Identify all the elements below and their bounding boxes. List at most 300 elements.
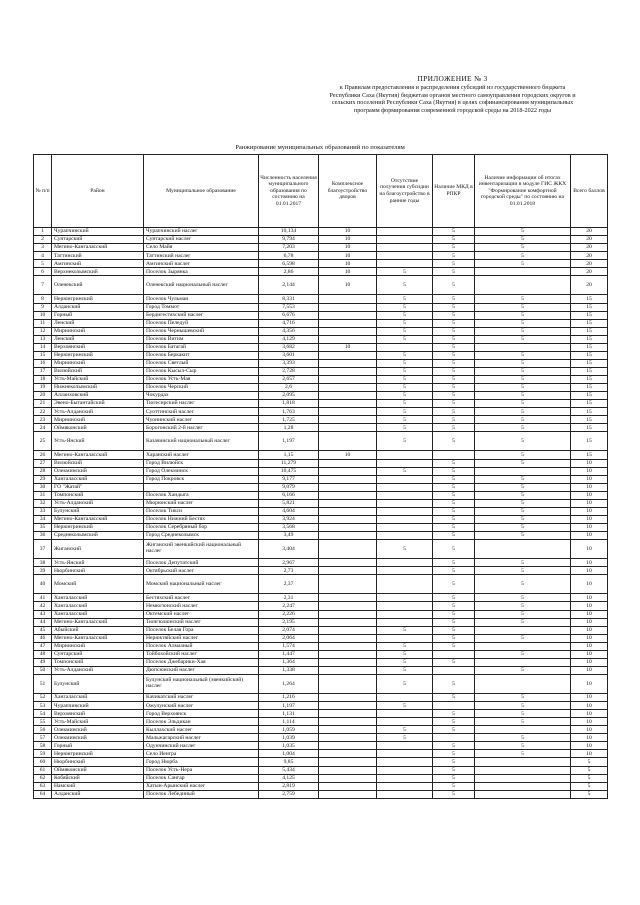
cell-population: 2,074 xyxy=(259,626,319,634)
cell-population: 2,657 xyxy=(259,375,319,383)
cell-district: Олекминский xyxy=(52,734,144,742)
cell-total: 15 xyxy=(571,400,608,408)
cell-population: 5,821 xyxy=(259,499,319,507)
cell-number: 52 xyxy=(34,694,52,702)
cell-no-subsidy xyxy=(377,766,433,774)
cell-number: 19 xyxy=(34,383,52,391)
table-title: Ранжирование муниципальных образований по показателям xyxy=(235,144,405,151)
cell-no-subsidy xyxy=(377,790,433,798)
cell-no-subsidy xyxy=(377,575,433,594)
cell-mkd: 5 xyxy=(433,276,475,295)
table-row xyxy=(34,359,608,367)
cell-population: 7,203 xyxy=(259,244,319,252)
col-header-gis: Наличие информации об итогах инвентаризации в модуле ГИС ЖКХ "Формирование комфортной городской среды" по состоянию на 01.01.2018 xyxy=(475,155,571,228)
cell-gis xyxy=(475,276,571,295)
cell-yards: 10 xyxy=(319,236,377,244)
cell-municipality: Поселок Чернышевский xyxy=(144,327,259,335)
cell-no-subsidy: 5 xyxy=(377,367,433,375)
table-row xyxy=(34,650,608,658)
cell-district: Нерюнгринский xyxy=(52,750,144,758)
cell-number: 27 xyxy=(34,459,52,467)
cell-district: Мегино-Кангаласский xyxy=(52,515,144,523)
table-row xyxy=(34,539,608,558)
cell-number: 43 xyxy=(34,610,52,618)
cell-number: 64 xyxy=(34,790,52,798)
cell-mkd: 5 xyxy=(433,782,475,790)
cell-district: Мирнинский xyxy=(52,642,144,650)
cell-gis: 5 xyxy=(475,295,571,303)
cell-gis xyxy=(475,782,571,790)
cell-number: 20 xyxy=(34,392,52,400)
table-row xyxy=(34,702,608,710)
cell-district: Алданский xyxy=(52,790,144,798)
table-row xyxy=(34,610,608,618)
cell-no-subsidy xyxy=(377,559,433,567)
cell-total: 10 xyxy=(571,658,608,666)
cell-district: Жиганский xyxy=(52,539,144,558)
cell-population: 1,15 xyxy=(259,451,319,459)
cell-no-subsidy xyxy=(377,718,433,726)
cell-yards xyxy=(319,523,377,531)
cell-number: 4 xyxy=(34,252,52,260)
cell-gis: 5 xyxy=(475,451,571,459)
cell-mkd: 5 xyxy=(433,567,475,575)
cell-population: 1,216 xyxy=(259,694,319,702)
cell-mkd: 5 xyxy=(433,467,475,475)
cell-yards xyxy=(319,602,377,610)
cell-yards xyxy=(319,515,377,523)
table-row xyxy=(34,758,608,766)
table-row xyxy=(34,559,608,567)
cell-population: 2,064 xyxy=(259,634,319,642)
cell-municipality: Село Иенгра xyxy=(144,750,259,758)
cell-population: 5,434 xyxy=(259,766,319,774)
cell-total: 10 xyxy=(571,702,608,710)
cell-yards xyxy=(319,475,377,483)
cell-mkd: 5 xyxy=(433,268,475,276)
cell-yards xyxy=(319,559,377,567)
cell-yards xyxy=(319,575,377,594)
table-row xyxy=(34,424,608,432)
table-row xyxy=(34,734,608,742)
cell-district: Мегино-Кангаласский xyxy=(52,451,144,459)
table-row xyxy=(34,658,608,666)
cell-total: 10 xyxy=(571,499,608,507)
cell-mkd: 5 xyxy=(433,559,475,567)
cell-district: ГО "Жатай" xyxy=(52,483,144,491)
cell-yards xyxy=(319,726,377,734)
cell-gis: 5 xyxy=(475,475,571,483)
cell-yards xyxy=(319,758,377,766)
cell-district: Усть-Алданский xyxy=(52,666,144,674)
cell-no-subsidy xyxy=(377,491,433,499)
cell-gis xyxy=(475,658,571,666)
cell-no-subsidy: 5 xyxy=(377,650,433,658)
cell-municipality: Октемский наслег xyxy=(144,610,259,618)
cell-number: 17 xyxy=(34,367,52,375)
cell-district: Сунтарский xyxy=(52,650,144,658)
cell-total: 10 xyxy=(571,674,608,693)
cell-municipality: Ожулунский наслег xyxy=(144,702,259,710)
cell-no-subsidy: 5 xyxy=(377,311,433,319)
annex-title: ПРИЛОЖЕНИЕ № 3 xyxy=(417,74,488,83)
cell-no-subsidy: 5 xyxy=(377,335,433,343)
cell-no-subsidy: 5 xyxy=(377,666,433,674)
table-row xyxy=(34,351,608,359)
cell-number: 26 xyxy=(34,451,52,459)
cell-mkd xyxy=(433,666,475,674)
table-row xyxy=(34,268,608,276)
cell-municipality: Город Нюрба xyxy=(144,758,259,766)
table-row xyxy=(34,467,608,475)
cell-no-subsidy: 5 xyxy=(377,674,433,693)
cell-number: 46 xyxy=(34,634,52,642)
cell-district: Вилюйский xyxy=(52,459,144,467)
cell-population: 2,759 xyxy=(259,790,319,798)
table-row xyxy=(34,319,608,327)
cell-gis: 5 xyxy=(475,351,571,359)
cell-gis: 5 xyxy=(475,400,571,408)
table-row xyxy=(34,710,608,718)
cell-total: 15 xyxy=(571,295,608,303)
cell-municipality: Бердигестяхский наслег xyxy=(144,311,259,319)
cell-mkd: 5 xyxy=(433,260,475,268)
cell-number: 45 xyxy=(34,626,52,634)
cell-district: Алданский xyxy=(52,303,144,311)
cell-total: 10 xyxy=(571,642,608,650)
cell-municipality: Сунтарский наслег xyxy=(144,236,259,244)
cell-district: Чурапчинский xyxy=(52,702,144,710)
cell-population: 1,28 xyxy=(259,424,319,432)
cell-no-subsidy xyxy=(377,515,433,523)
cell-district: Верхнеколымский xyxy=(52,268,144,276)
cell-no-subsidy xyxy=(377,531,433,539)
cell-district: Олекминский xyxy=(52,467,144,475)
cell-mkd: 5 xyxy=(433,774,475,782)
cell-municipality: Оленекский национальный наслег xyxy=(144,276,259,295)
cell-district: Нерюнгринский xyxy=(52,351,144,359)
cell-municipality: Жиганский эвенкийский национальный наслег xyxy=(144,539,259,558)
cell-population: 3,49 xyxy=(259,531,319,539)
cell-no-subsidy xyxy=(377,710,433,718)
cell-total: 10 xyxy=(571,650,608,658)
cell-yards xyxy=(319,782,377,790)
cell-district: Усть-Майский xyxy=(52,718,144,726)
cell-number: 31 xyxy=(34,491,52,499)
table-row xyxy=(34,408,608,416)
cell-number: 42 xyxy=(34,602,52,610)
cell-district: Хангаласский xyxy=(52,594,144,602)
cell-population: 2,6 xyxy=(259,383,319,391)
cell-population: 1,039 xyxy=(259,734,319,742)
cell-yards xyxy=(319,507,377,515)
cell-no-subsidy xyxy=(377,610,433,618)
cell-yards xyxy=(319,531,377,539)
cell-municipality: Тюгесирский наслег xyxy=(144,400,259,408)
cell-total: 10 xyxy=(571,559,608,567)
cell-gis: 5 xyxy=(475,359,571,367)
cell-municipality: Поселок Пеледуй xyxy=(144,319,259,327)
cell-no-subsidy xyxy=(377,228,433,236)
cell-no-subsidy: 5 xyxy=(377,276,433,295)
table-row xyxy=(34,742,608,750)
cell-total: 10 xyxy=(571,726,608,734)
cell-district: Усть-Янский xyxy=(52,559,144,567)
cell-total: 15 xyxy=(571,432,608,451)
cell-number: 53 xyxy=(34,702,52,710)
cell-number: 9 xyxy=(34,303,52,311)
cell-number: 25 xyxy=(34,432,52,451)
cell-mkd: 5 xyxy=(433,392,475,400)
cell-municipality: Поселок Лебединый xyxy=(144,790,259,798)
cell-gis xyxy=(475,766,571,774)
cell-no-subsidy: 5 xyxy=(377,424,433,432)
cell-district: Мегино-Кангаласский xyxy=(52,634,144,642)
cell-population: 9,177 xyxy=(259,475,319,483)
cell-mkd: 5 xyxy=(433,236,475,244)
table-row xyxy=(34,523,608,531)
cell-total: 20 xyxy=(571,244,608,252)
cell-population: 1,264 xyxy=(259,674,319,693)
cell-yards xyxy=(319,424,377,432)
cell-mkd: 5 xyxy=(433,750,475,758)
cell-mkd: 5 xyxy=(433,416,475,424)
cell-number: 21 xyxy=(34,400,52,408)
cell-yards xyxy=(319,408,377,416)
table-row xyxy=(34,575,608,594)
cell-gis: 5 xyxy=(475,750,571,758)
cell-gis: 5 xyxy=(475,531,571,539)
cell-yards xyxy=(319,790,377,798)
cell-yards xyxy=(319,734,377,742)
cell-mkd: 5 xyxy=(433,523,475,531)
table-row xyxy=(34,303,608,311)
cell-no-subsidy xyxy=(377,236,433,244)
cell-gis: 5 xyxy=(475,244,571,252)
cell-municipality: Нерюктяйский наслег xyxy=(144,634,259,642)
cell-number: 54 xyxy=(34,710,52,718)
cell-number: 59 xyxy=(34,750,52,758)
cell-yards xyxy=(319,658,377,666)
table-row xyxy=(34,276,608,295)
cell-mkd: 5 xyxy=(433,602,475,610)
cell-total: 10 xyxy=(571,734,608,742)
cell-yards xyxy=(319,650,377,658)
cell-population: 1,197 xyxy=(259,702,319,710)
cell-gis xyxy=(475,726,571,734)
cell-mkd: 5 xyxy=(433,515,475,523)
table-row xyxy=(34,252,608,260)
cell-mkd: 5 xyxy=(433,303,475,311)
cell-yards xyxy=(319,742,377,750)
cell-no-subsidy xyxy=(377,594,433,602)
cell-municipality: Поселок Эльдикан xyxy=(144,718,259,726)
cell-total: 5 xyxy=(571,782,608,790)
cell-yards xyxy=(319,594,377,602)
cell-municipality: Город Вилюйск xyxy=(144,459,259,467)
table-row xyxy=(34,531,608,539)
cell-population: 2,195 xyxy=(259,618,319,626)
annex-line: Республики Саха (Якутия) бюджетам органов местного самоуправления городских округов и xyxy=(329,91,576,99)
table-row xyxy=(34,260,608,268)
table-row xyxy=(34,594,608,602)
cell-total: 15 xyxy=(571,375,608,383)
cell-total: 20 xyxy=(571,276,608,295)
cell-total: 10 xyxy=(571,523,608,531)
cell-total: 10 xyxy=(571,475,608,483)
cell-population: 2,73 xyxy=(259,567,319,575)
cell-district: Оймяконский xyxy=(52,766,144,774)
cell-no-subsidy: 5 xyxy=(377,702,433,710)
cell-total: 10 xyxy=(571,666,608,674)
cell-population: 3,601 xyxy=(259,351,319,359)
cell-gis: 5 xyxy=(475,311,571,319)
cell-no-subsidy xyxy=(377,774,433,782)
cell-gis xyxy=(475,642,571,650)
cell-number: 29 xyxy=(34,475,52,483)
table-row xyxy=(34,367,608,375)
cell-no-subsidy: 5 xyxy=(377,432,433,451)
cell-no-subsidy: 5 xyxy=(377,351,433,359)
cell-municipality: Тюнгюлюнский наслег xyxy=(144,618,259,626)
cell-gis: 5 xyxy=(475,575,571,594)
cell-municipality: Поселок Зырянка xyxy=(144,268,259,276)
col-header-population: Численность населения муниципального образования по состоянию на 01.01.2017 xyxy=(259,155,319,228)
cell-population: 11,279 xyxy=(259,459,319,467)
cell-population: 10,475 xyxy=(259,467,319,475)
cell-yards xyxy=(319,295,377,303)
cell-total: 10 xyxy=(571,710,608,718)
cell-yards xyxy=(319,483,377,491)
table-row xyxy=(34,499,608,507)
cell-district: Намский xyxy=(52,782,144,790)
cell-no-subsidy xyxy=(377,499,433,507)
cell-no-subsidy: 5 xyxy=(377,303,433,311)
cell-no-subsidy xyxy=(377,523,433,531)
cell-yards xyxy=(319,400,377,408)
cell-gis xyxy=(475,790,571,798)
cell-mkd: 5 xyxy=(433,674,475,693)
table-row xyxy=(34,459,608,467)
cell-population: 1,338 xyxy=(259,666,319,674)
cell-municipality: Амгинский наслег xyxy=(144,260,259,268)
cell-yards xyxy=(319,303,377,311)
col-header-mkd: Наличие МКД в РПКР xyxy=(433,155,475,228)
cell-municipality: Поселок Белая Гора xyxy=(144,626,259,634)
cell-district: Усть-Алданский xyxy=(52,408,144,416)
table-row xyxy=(34,642,608,650)
cell-population: 1,364 xyxy=(259,658,319,666)
cell-yards xyxy=(319,634,377,642)
cell-mkd: 5 xyxy=(433,351,475,359)
cell-yards xyxy=(319,694,377,702)
cell-total: 15 xyxy=(571,351,608,359)
cell-no-subsidy: 5 xyxy=(377,408,433,416)
cell-total: 15 xyxy=(571,383,608,391)
table-row xyxy=(34,782,608,790)
cell-municipality: Булунский национальный (эвенкийский) наслег xyxy=(144,674,259,693)
table-row xyxy=(34,311,608,319)
cell-municipality: Мюрюнский наслег xyxy=(144,499,259,507)
cell-district: Оленекский xyxy=(52,276,144,295)
cell-municipality: Поселок Беркакит xyxy=(144,351,259,359)
cell-number: 8 xyxy=(34,295,52,303)
cell-mkd: 5 xyxy=(433,626,475,634)
cell-district: Хангаласский xyxy=(52,602,144,610)
cell-population: 7,553 xyxy=(259,303,319,311)
annex-line: к Правилам предоставления и распределения субсидий из государственного бюджета xyxy=(339,84,566,92)
cell-gis xyxy=(475,343,571,351)
cell-total: 10 xyxy=(571,467,608,475)
table-row xyxy=(34,475,608,483)
cell-mkd: 5 xyxy=(433,634,475,642)
cell-district: Среднеколымский xyxy=(52,531,144,539)
cell-number: 33 xyxy=(34,507,52,515)
cell-no-subsidy: 5 xyxy=(377,295,433,303)
cell-no-subsidy: 5 xyxy=(377,734,433,742)
cell-municipality: Поселок Серебряный бор xyxy=(144,523,259,531)
cell-total: 15 xyxy=(571,416,608,424)
cell-district: Усть-Майский xyxy=(52,375,144,383)
cell-number: 57 xyxy=(34,734,52,742)
cell-yards xyxy=(319,626,377,634)
table-row xyxy=(34,602,608,610)
cell-no-subsidy xyxy=(377,252,433,260)
cell-mkd: 5 xyxy=(433,539,475,558)
cell-mkd: 5 xyxy=(433,610,475,618)
cell-district: Томпонский xyxy=(52,658,144,666)
cell-municipality: Село Майя xyxy=(144,244,259,252)
table-row xyxy=(34,327,608,335)
cell-municipality: Мальжагарский наслег xyxy=(144,734,259,742)
cell-district: Вилюйский xyxy=(52,367,144,375)
cell-yards xyxy=(319,710,377,718)
cell-total: 10 xyxy=(571,634,608,642)
cell-mkd: 5 xyxy=(433,244,475,252)
cell-no-subsidy xyxy=(377,343,433,351)
cell-no-subsidy xyxy=(377,782,433,790)
cell-gis: 5 xyxy=(475,734,571,742)
cell-mkd: 5 xyxy=(433,618,475,626)
cell-yards xyxy=(319,335,377,343)
cell-population: 1,131 xyxy=(259,710,319,718)
cell-no-subsidy: 5 xyxy=(377,400,433,408)
cell-gis: 5 xyxy=(475,319,571,327)
cell-mkd: 5 xyxy=(433,710,475,718)
cell-number: 6 xyxy=(34,268,52,276)
cell-district: Ленский xyxy=(52,319,144,327)
cell-gis: 5 xyxy=(475,718,571,726)
cell-number: 35 xyxy=(34,523,52,531)
cell-total: 15 xyxy=(571,367,608,375)
cell-total: 15 xyxy=(571,451,608,459)
cell-district: Нерюнгринский xyxy=(52,523,144,531)
cell-district: Сунтарский xyxy=(52,236,144,244)
cell-gis: 5 xyxy=(475,610,571,618)
cell-mkd: 5 xyxy=(433,742,475,750)
cell-gis: 5 xyxy=(475,367,571,375)
cell-municipality: Поселок Усть-Мая xyxy=(144,375,259,383)
cell-yards: 10 xyxy=(319,252,377,260)
cell-total: 5 xyxy=(571,758,608,766)
cell-municipality: Дюпсюнский наслег xyxy=(144,666,259,674)
cell-number: 18 xyxy=(34,375,52,383)
cell-municipality: Казачинский национальный наслег xyxy=(144,432,259,451)
cell-municipality: Поселок Депутатский xyxy=(144,559,259,567)
cell-population: 6,676 xyxy=(259,311,319,319)
cell-gis: 5 xyxy=(475,236,571,244)
cell-municipality: Одунчинский наслег xyxy=(144,742,259,750)
